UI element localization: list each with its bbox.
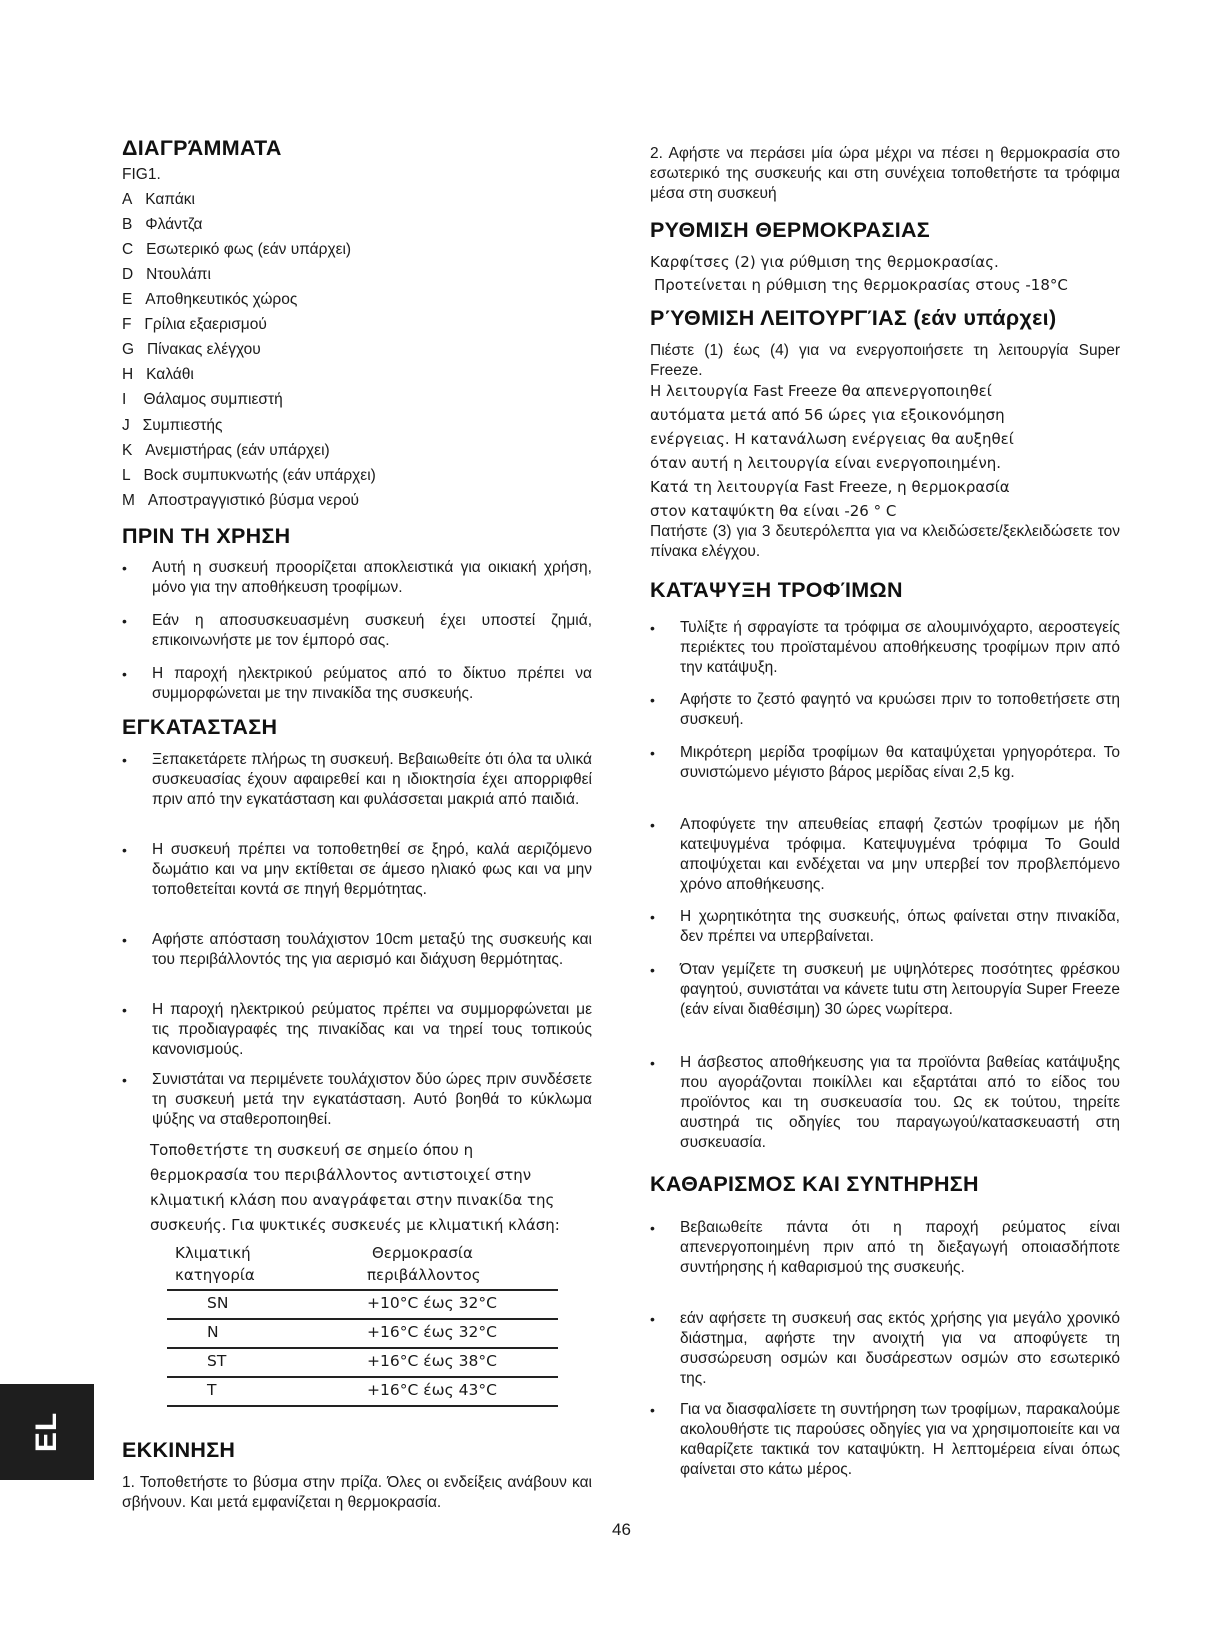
table-header: Θερμοκρασία (372, 1244, 473, 1262)
note-line: όταν αυτή η λειτουργία είναι ενεργοποιημένη. (650, 454, 1002, 472)
bullet-item: • Αφήστε το ζεστό φαγητό να κρυώσει πριν το τοποθετήσετε στη συσκευή. (680, 690, 1120, 730)
language-tab (0, 1384, 94, 1480)
installation-heading: ΕΓΚΑΤΑΣΤΑΣΗ (122, 715, 278, 739)
startup-step-2: 2. Αφήστε να περάσει μία ώρα μέχρι να πέσει η θερμοκρασία στο εσωτερικό της συσκευής και στη συνέχεια τοποθετήστε τα τρόφιμα μέσα στη συσκευή (650, 145, 1120, 202)
list-item: E Αποθηκευτικός χώρος (122, 291, 298, 308)
bullet-item: • Βεβαιωθείτε πάντα ότι η παροχή ρεύματος είναι απενεργοποιημένη πριν από τη διεξαγωγή οποιασδήποτε συντήρησης ή καθαρισμού της συσκευής. (680, 1218, 1120, 1278)
list-item: J Συμπιεστής (122, 417, 223, 434)
bullet-item: • Αυτή η συσκευή προορίζεται αποκλειστικά για οικιακή χρήση, μόνο για την αποθήκευση τροφίμων. (152, 558, 592, 598)
bullet-item: • Όταν γεμίζετε τη συσκευή με υψηλότερες ποσότητες φρέσκου φαγητού, συνιστάται να κάνετε tutu στη λειτουργία Super Freeze (εάν είναι διαθέσιμη) 30 ώρες νωρίτερα. (680, 960, 1120, 1020)
list-item: L Bock συμπυκνωτής (εάν υπάρχει) (122, 467, 376, 484)
table-header: Κλιματική (175, 1244, 251, 1262)
bullet-item: • Η παροχή ηλεκτρικού ρεύματος από το δίκτυο πρέπει να συμμορφώνεται με την πινακίδα της συσκευής. (152, 664, 592, 704)
bullet-item: • Για να διασφαλίσετε τη συντήρηση των τροφίμων, παρακαλούμε ακολουθήστε τις παρούσες οδηγίες για να χρησιμοποιείτε και να καθαρίζετε τακτικά τον καταψύκτη. Η λεπτομέρεια είναι όπως φαίνεται στο κάτω μέρος. (680, 1400, 1120, 1480)
note-line: κλιματική κλάση που αναγράφεται στην πινακίδα της (150, 1191, 555, 1209)
table-row (167, 1261, 558, 1291)
cleaning-heading: ΚΑΘΑΡΙΣΜΟΣ ΚΑΙ ΣΥΝΤΗΡΗΣΗ (650, 1172, 979, 1196)
note-line: Κατά τη λειτουργία Fast Freeze, η θερμοκρασία (650, 478, 1010, 496)
page-number: 46 (612, 1520, 631, 1539)
bullet-item: • Η συσκευή πρέπει να τοποθετηθεί σε ξηρό, καλά αεριζόμενο δωμάτιο και να μην εκτίθεται σε άμεσο ηλιακό φως και να μην τοποθετείται κοντά σε πηγή θερμότητας. (152, 840, 592, 900)
function-intro: Πιέστε (1) έως (4) για να ενεργοποιήσετε τη λειτουργία Super Freeze. (650, 342, 1120, 379)
temp-setting-heading: ΡΥΘΜΙΣΗ ΘΕΡΜΟΚΡΑΣΙΑΣ (650, 218, 931, 242)
note-line: Η λειτουργία Fast Freeze θα απενεργοποιηθεί (650, 382, 992, 400)
list-item: I Θάλαμος συμπιεστή (122, 391, 283, 408)
note-line: συσκευής. Για ψυκτικές συσκευές με κλιματική κλάση: (150, 1216, 560, 1234)
temp-setting-line: Προτείνεται η ρύθμιση της θερμοκρασίας στους -18°C (654, 276, 1068, 294)
startup-step-1: 1. Τοποθετήστε το βύσμα στην πρίζα. Όλες οι ενδείξεις ανάβουν και σβήνουν. Και μετά εμφανίζεται η θερμοκρασία. (122, 1474, 592, 1511)
bullet-item: • Ξεπακετάρετε πλήρως τη συσκευή. Βεβαιωθείτε ότι όλα τα υλικά συσκευασίας έχουν αφαιρεθεί και η ιδιοκτησία έχει απορριφθεί πριν από την εγκατάσταση και φυλάσσεται μακριά από παιδιά. (152, 750, 592, 810)
list-item: H Καλάθι (122, 366, 194, 383)
note-line: στον καταψύκτη θα είναι -26 ° C (650, 502, 897, 520)
table-header: περιβάλλοντος (367, 1266, 481, 1284)
bullet-item: • Η άσβεστος αποθήκευσης για τα προϊόντα βαθείας κατάψυξης που αγοράζονται ποικίλλει και εξαρτάται από το είδος του προϊόντος και τη συσκευασία του. Ως εκ τούτου, τηρείτε αυστηρά τις οδηγίες του παραγωγού/κατασκευαστή στη συσκευασία. (680, 1053, 1120, 1153)
bullet-item: • Μικρότερη μερίδα τροφίμων θα καταψύχεται γρηγορότερα. Το συνιστώμενο μέγιστο βάρος μερίδας είναι 2,5 kg. (680, 743, 1120, 783)
table-row (167, 1348, 558, 1378)
freezing-heading: ΚΑΤΆΨΥΞΗ ΤΡΟΦΊΜΩΝ (650, 578, 903, 602)
before-use-heading: ΠΡΙΝ ΤΗ ΧΡΗΣΗ (122, 524, 291, 548)
language-tab-label: EL (30, 1411, 63, 1453)
list-item: K Ανεμιστήρας (εάν υπάρχει) (122, 442, 330, 459)
table-cell: SN (207, 1294, 229, 1312)
diagrams-heading: ΔΙΑΓΡΆΜΜΑΤΑ (122, 136, 282, 160)
list-item: M Αποστραγγιστικό βύσμα νερού (122, 492, 360, 509)
list-item: D Ντουλάπι (122, 266, 211, 283)
bullet-item: • Συνιστάται να περιμένετε τουλάχιστον δύο ώρες πριν συνδέσετε τη συσκευή μετά την εγκατάσταση. Αυτό βοηθά το κύκλωμα ψύξης να σταθεροποιηθεί. (152, 1070, 592, 1130)
startup-heading: ΕΚΚΙΝΗΣΗ (122, 1438, 236, 1462)
list-item: C Εσωτερικό φως (εάν υπάρχει) (122, 241, 352, 258)
table-row (167, 1377, 558, 1407)
note-line: θερμοκρασία του περιβάλλοντος αντιστοιχεί στην (150, 1166, 532, 1184)
list-item: G Πίνακας ελέγχου (122, 341, 261, 358)
table-cell: +16°C έως 38°C (367, 1352, 497, 1370)
list-item: B Φλάντζα (122, 216, 203, 233)
bullet-item: • Αφήστε απόσταση τουλάχιστον 10cm μεταξύ της συσκευής και του περιβάλλοντός της για αερισμό και διάχυση θερμότητας. (152, 930, 592, 970)
bullet-item: • Η παροχή ηλεκτρικού ρεύματος πρέπει να συμμορφώνεται με τις προδιαγραφές της πινακίδας και να τηρεί τους τοπικούς κανονισμούς. (152, 1000, 592, 1060)
table-row (167, 1319, 558, 1349)
function-setting-heading: ΡΎΘΜΙΣΗ ΛΕΙΤΟΥΡΓΊΑΣ (εάν υπάρχει) (650, 306, 1057, 330)
fig-label: FIG1. (122, 166, 161, 183)
note-line: αυτόματα μετά από 56 ώρες για εξοικονόμηση (650, 406, 1005, 424)
table-cell: +10°C έως 32°C (367, 1294, 497, 1312)
table-cell: T (207, 1381, 217, 1399)
lock-instruction: Πατήστε (3) για 3 δευτερόλεπτα για να κλειδώσετε/ξεκλειδώσετε τον πίνακα ελέγχου. (650, 523, 1120, 560)
note-line: Τοποθετήστε τη συσκευή σε σημείο όπου η (150, 1141, 474, 1159)
bullet-item: • Αποφύγετε την απευθείας επαφή ζεστών τροφίμων με ήδη κατεψυγμένα τρόφιμα. Κατεψυγμένα τρόφιμα Το Gould αποψύχεται και ενδέχεται να μην υπερβεί τον προβλεπόμενο χρόνο αποθήκευσης. (680, 815, 1120, 895)
bullet-item: • Τυλίξτε ή σφραγίστε τα τρόφιμα σε αλουμινόχαρτο, αεροστεγείς περιέκτες του προϊσταμένου αποθήκευσης τροφίμων πριν από την κατάψυξη. (680, 618, 1120, 678)
table-cell: ST (207, 1352, 227, 1370)
table-header: κατηγορία (175, 1266, 255, 1284)
bullet-item: • Η χωρητικότητα της συσκευής, όπως φαίνεται στην πινακίδα, δεν πρέπει να υπερβαίνεται. (680, 907, 1120, 947)
list-item: A Καπάκι (122, 191, 196, 208)
temp-setting-line: Καρφίτσες (2) για ρύθμιση της θερμοκρασίας. (650, 253, 999, 271)
bullet-item: • Εάν η αποσυσκευασμένη συσκευή έχει υποστεί ζημιά, επικοινωνήστε με τον έμπορό σας. (152, 611, 592, 651)
list-item: F Γρίλια εξαερισμού (122, 316, 267, 333)
table-cell: N (207, 1323, 219, 1341)
table-row (167, 1290, 558, 1320)
note-line: ενέργειας. Η κατανάλωση ενέργειας θα αυξηθεί (650, 430, 1014, 448)
table-cell: +16°C έως 32°C (367, 1323, 497, 1341)
bullet-item: • εάν αφήσετε τη συσκευή σας εκτός χρήσης για μεγάλο χρονικό διάστημα, αφήστε την ανοιχτή για να αποφύγετε τη συσσώρευση οσμών και δυσάρεστων οσμών στο εσωτερικό της. (680, 1309, 1120, 1389)
table-cell: +16°C έως 43°C (367, 1381, 497, 1399)
